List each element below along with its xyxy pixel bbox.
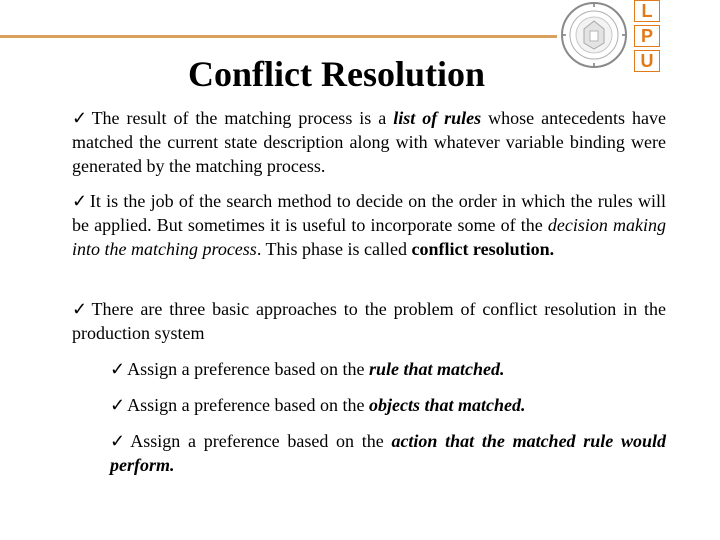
sub-bullet-text: Assign a preference based on the: [127, 395, 369, 415]
bullet-emphasis: list of rules: [393, 108, 482, 128]
checkmark-icon: ✓: [110, 395, 126, 415]
sub-bullet-point: [110, 393, 666, 417]
checkmark-icon: ✓: [72, 108, 90, 128]
checkmark-icon: ✓: [72, 299, 90, 319]
bullet-text: whose antecedents have matched the current state description along with whatever variable binding were generated by the matching process.: [72, 108, 666, 176]
sub-bullet-emphasis: rule that matched.: [369, 359, 505, 379]
logo-letter-u: U: [634, 50, 660, 72]
header-rule: [0, 35, 557, 38]
checkmark-icon: ✓: [110, 359, 126, 379]
bullet-bold: conflict resolution.: [411, 239, 555, 259]
sub-bullet-point: [110, 357, 666, 381]
sub-bullet-emphasis: action that the matched rule would perform.: [110, 431, 666, 475]
sub-bullet-text: Assign a preference based on the: [127, 359, 369, 379]
sub-bullet-point: [110, 429, 666, 477]
checkmark-icon: ✓: [72, 191, 88, 211]
logo-letter-l: L: [634, 0, 660, 22]
lpu-logo: [634, 0, 660, 75]
bullet-text: . This phase is called: [256, 239, 412, 259]
university-seal-icon: [560, 1, 628, 69]
bullet-italic: decision making into the matching process: [72, 215, 666, 259]
bullet-point: [72, 189, 666, 261]
bullet-text: The result of the matching process is a: [91, 108, 394, 128]
logo-letter-p: P: [634, 25, 660, 47]
bullet-text: It is the job of the search method to decide on the order in which the rules will be applied. But sometimes it is useful to incorporate some of the: [72, 191, 666, 235]
sub-bullet-emphasis: objects that matched.: [369, 395, 526, 415]
sub-bullet-text: Assign a preference based on the: [130, 431, 392, 451]
checkmark-icon: ✓: [110, 431, 129, 451]
bullet-text: There are three basic approaches to the problem of conflict resolution in the production system: [72, 299, 666, 343]
bullet-point: [72, 106, 666, 178]
bullet-point: [72, 297, 666, 345]
slide-title: Conflict Resolution: [188, 54, 485, 94]
